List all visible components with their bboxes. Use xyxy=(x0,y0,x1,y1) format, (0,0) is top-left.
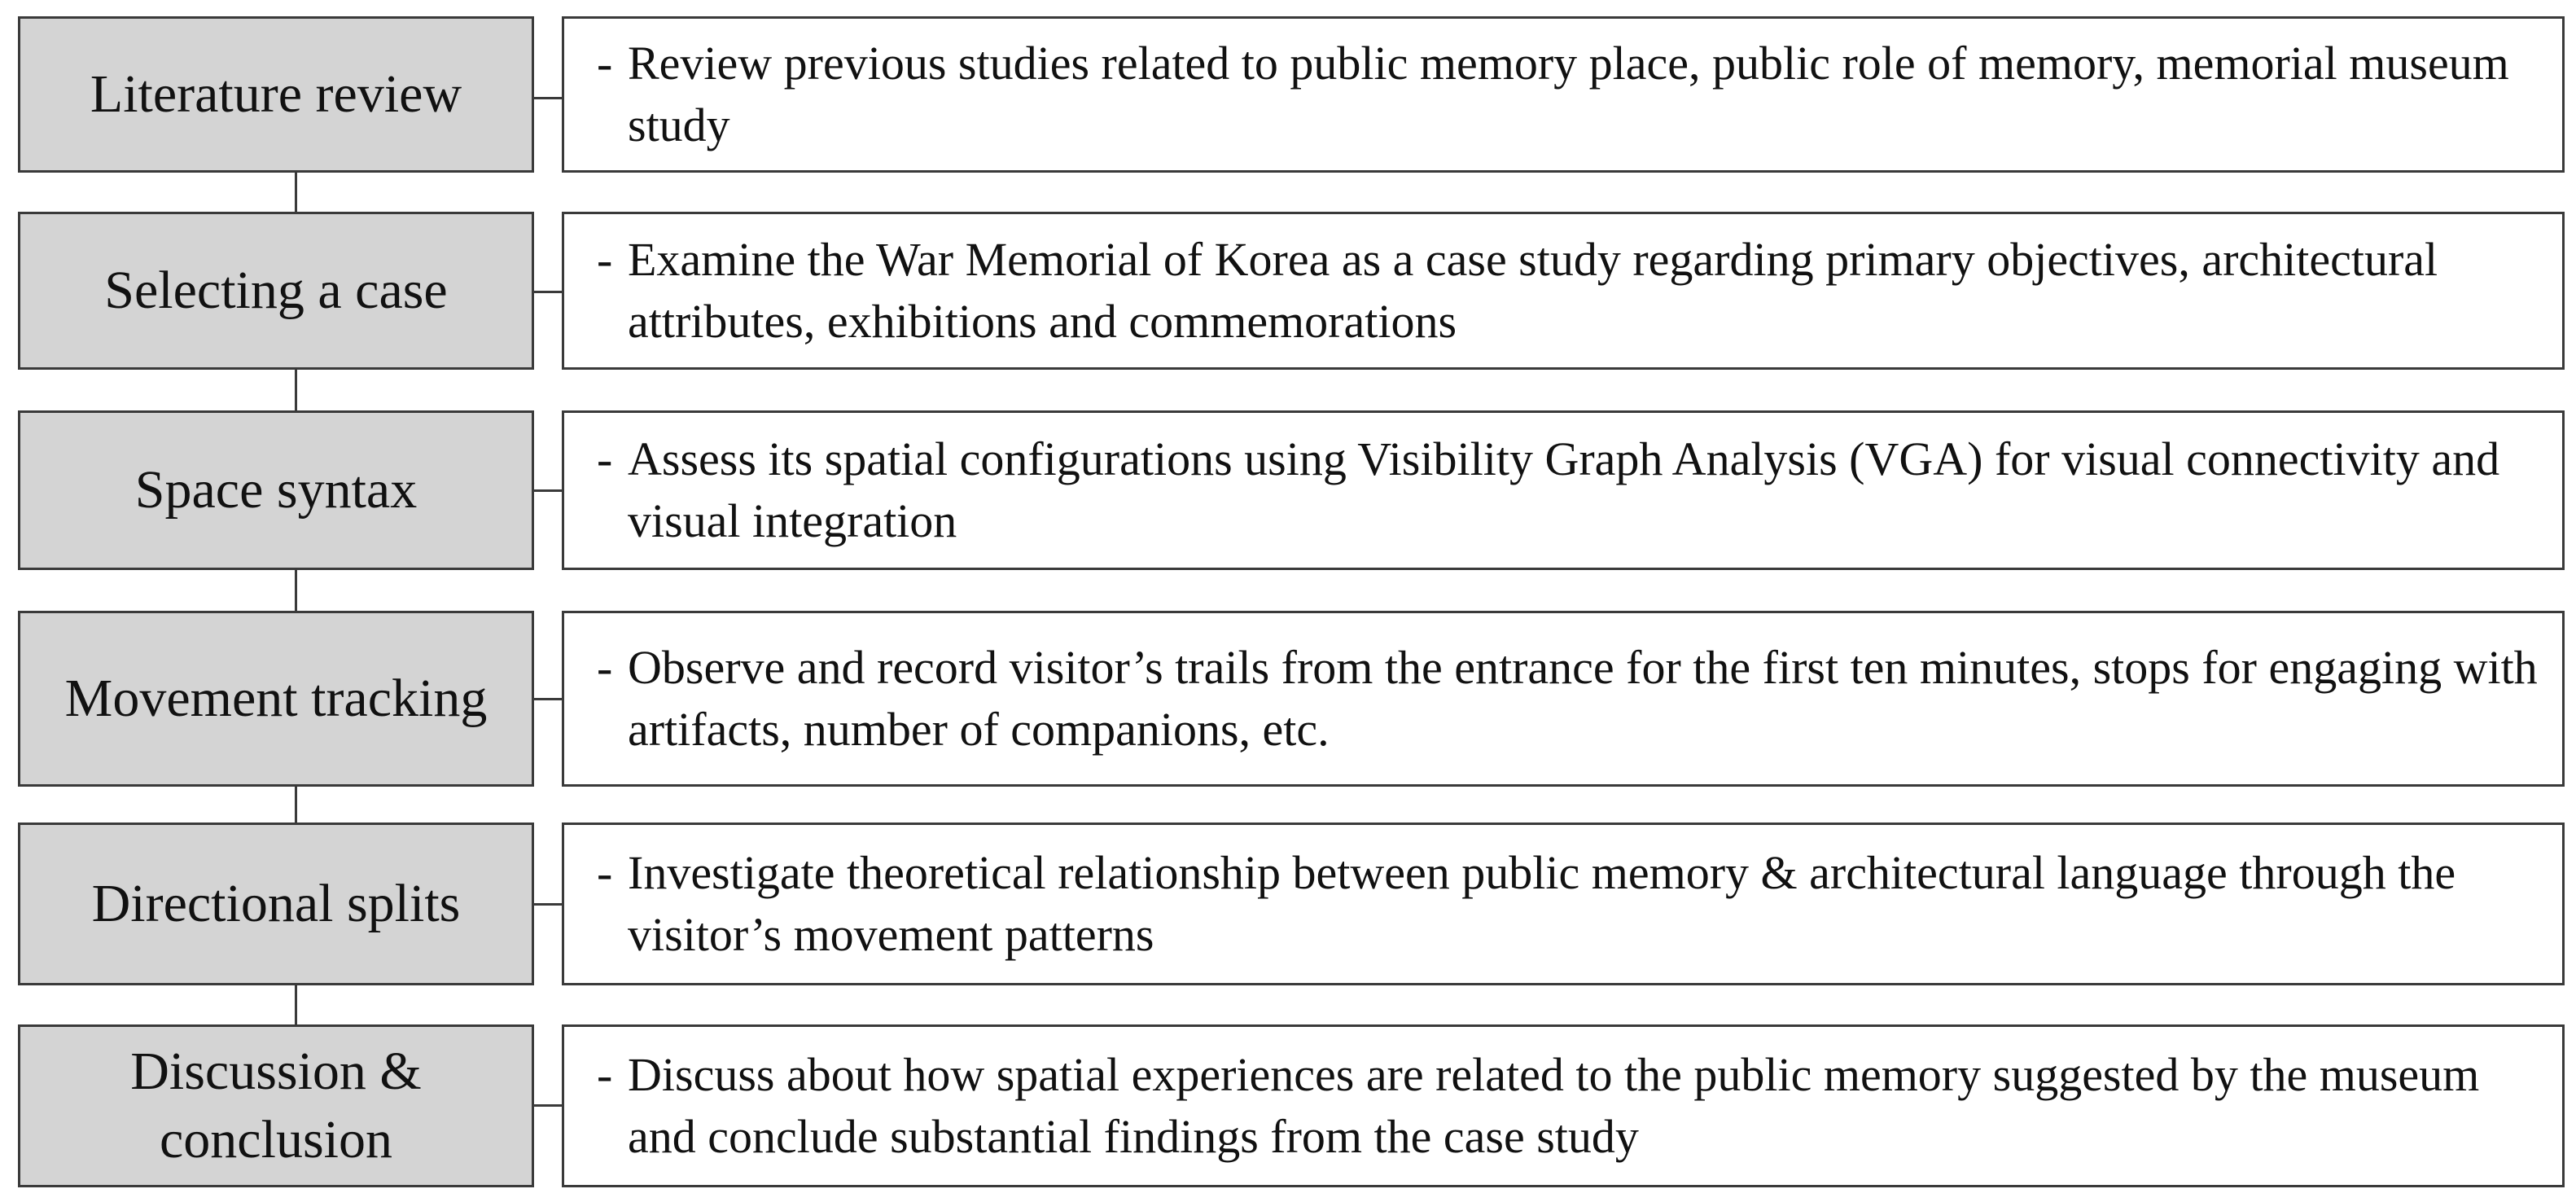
step-box-directional-splits xyxy=(18,823,534,985)
vertical-connector xyxy=(295,984,297,1026)
vertical-connector xyxy=(295,368,297,412)
description-box xyxy=(562,611,2565,787)
step-label: Directional splits xyxy=(91,874,461,933)
step-label: Movement tracking xyxy=(64,669,488,728)
step-label: Space syntax xyxy=(134,460,418,520)
step-label: Selecting a case xyxy=(104,261,448,320)
description-text: Observe and record visitor’s trails from the entrance for the first ten minutes, stops for engaging with artifacts, number of companions, etc. xyxy=(628,641,2538,756)
bullet-dash: - xyxy=(597,233,613,286)
description-text: Review previous studies related to public memory place, public role of memory, memorial museum study xyxy=(628,37,2509,151)
bullet-dash: - xyxy=(597,37,613,90)
step-box-selecting-a-case xyxy=(18,212,534,370)
description-box xyxy=(562,1024,2565,1187)
step-box-movement-tracking xyxy=(18,611,534,787)
vertical-connector xyxy=(295,171,297,213)
description-text: Investigate theoretical relationship between public memory & architectural language through the visitor’s movement patterns xyxy=(628,846,2456,961)
description-box xyxy=(562,410,2565,570)
horizontal-connector xyxy=(534,698,562,700)
description-text: Examine the War Memorial of Korea as a case study regarding primary objectives, architectural attributes, exhibitions and commemorations xyxy=(628,233,2438,348)
step-box-space-syntax xyxy=(18,410,534,570)
description-box xyxy=(562,212,2565,370)
bullet-dash: - xyxy=(597,846,613,899)
bullet-dash: - xyxy=(597,1048,613,1101)
horizontal-connector xyxy=(534,1104,562,1107)
vertical-connector xyxy=(295,785,297,824)
step-box-literature-review xyxy=(18,16,534,173)
description-text: Discuss about how spatial experiences are related to the public memory suggested by the museum and conclude substantial findings from the case study xyxy=(628,1048,2480,1163)
horizontal-connector xyxy=(534,903,562,906)
bullet-dash: - xyxy=(597,432,613,485)
description-text: Assess its spatial configurations using Visibility Graph Analysis (VGA) for visual connectivity and visual integration xyxy=(628,432,2500,547)
horizontal-connector xyxy=(534,291,562,293)
step-label: Literature review xyxy=(90,64,462,124)
vertical-connector xyxy=(295,568,297,612)
horizontal-connector xyxy=(534,489,562,492)
step-label: Discussion & conclusion xyxy=(130,1042,422,1169)
description-box xyxy=(562,823,2565,985)
description-box xyxy=(562,16,2565,173)
bullet-dash: - xyxy=(597,641,613,694)
horizontal-connector xyxy=(534,97,562,99)
step-box-discussion-conclusion xyxy=(18,1024,534,1187)
